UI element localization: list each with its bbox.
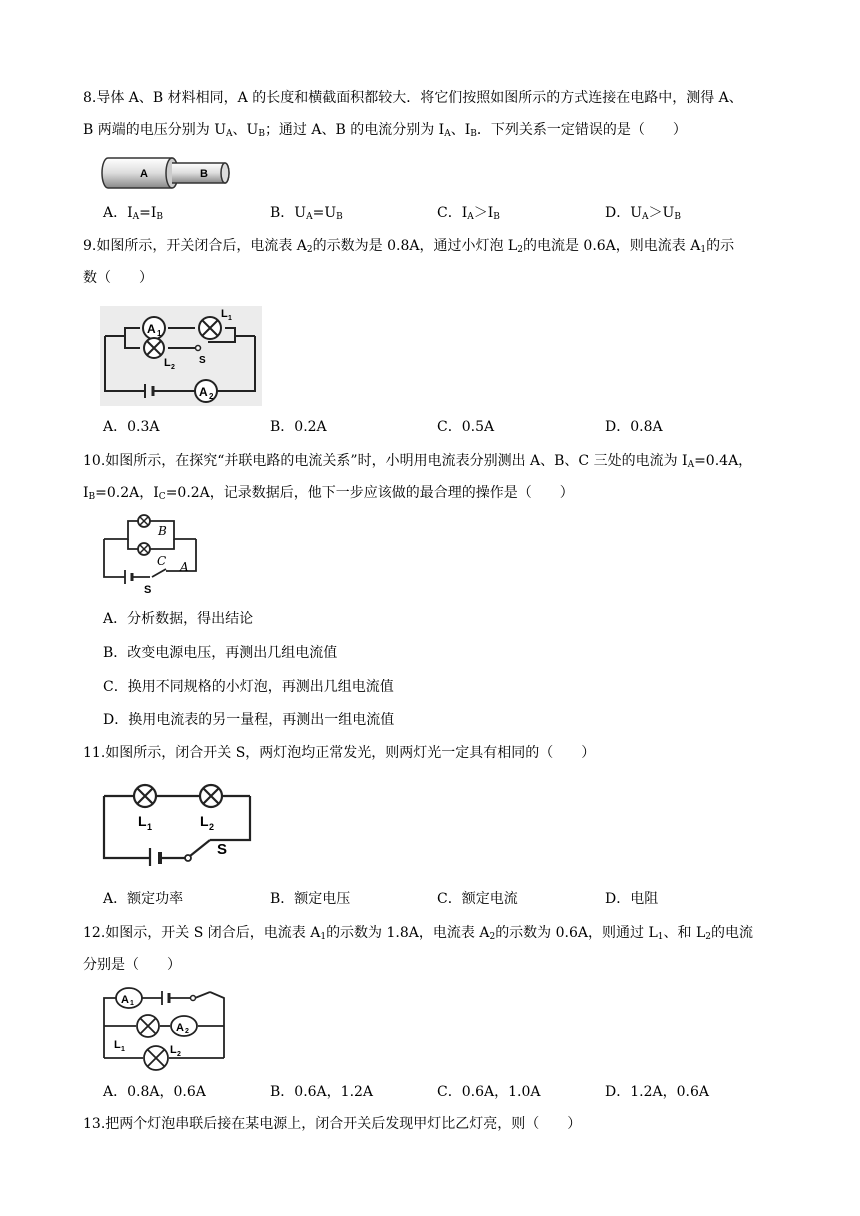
q11-lamp2-label: L [200, 813, 209, 829]
q10-label-c: C [157, 554, 167, 568]
q12-option-c[interactable]: C．0.6A，1.0A [437, 1084, 541, 1100]
q9-stem-line2: 数（ ） [83, 270, 153, 286]
q11-option-a[interactable]: A．额定功率 [103, 891, 184, 907]
q12-stem-line2: 分别是（ ） [83, 957, 181, 973]
q8-sub: A [226, 129, 233, 139]
q11-option-b[interactable]: B．额定电压 [270, 891, 351, 907]
q8-sub: A [444, 129, 451, 139]
q10-stem-line2: $I_B=0.2A$，$I_C=0.2A$，记录数据后，他下一步应该做的最合理的操作是（ ） [83, 485, 574, 502]
q8-stem-line2 [83, 120, 687, 144]
q9-lamp1-sub: 1 [228, 315, 232, 322]
q9-stem-line1: 9.如图所示，开关闭合后，电流表 $A_2$的示数为是 0.8A，通过小灯泡 $L_2$的电流是 0.6A，则电流表 $A_1$的示 [83, 238, 735, 255]
q12-lamp1-label: L [114, 1039, 121, 1051]
q12-option-a[interactable]: A．0.8A，0.6A [103, 1084, 206, 1100]
q9-option-a[interactable]: A．0.3A [103, 419, 160, 435]
q12-option-d[interactable]: D．1.2A，0.6A [605, 1084, 709, 1100]
q8-figure-label-a: A [140, 168, 148, 180]
q11-lamp2-sub: 2 [209, 822, 215, 832]
q8-option-c[interactable]: C．$I_A>I_B$ [437, 205, 500, 222]
q9-lamp2-sub: 2 [171, 364, 175, 371]
q8-text: ；通过 A、B 的电流分别为 I [264, 122, 445, 138]
q8-stem-line1: 8.导体 A、B 材料相同，A 的长度和横截面积都较大．将它们按照如图所示的方式连接在电路中，测得 A、 [83, 90, 743, 106]
q8-sub: B [470, 129, 477, 139]
q8-option-d[interactable]: D．$U_A>U_B$ [605, 205, 681, 222]
q10-option-b[interactable]: B．改变电源电压，再测出几组电流值 [103, 645, 338, 661]
q11-lamp1-sub: 1 [147, 822, 153, 832]
q12-stem-line1: 12.如图示，开关 S 闭合后，电流表 $A_1$的示数为 1.8A，电流表 $A_2$的示数为 0.6A，则通过 $L_1$、和 $L_2$的电流 [83, 925, 753, 942]
q9-switch-label: S [199, 355, 206, 366]
q10-label-a: A [180, 560, 189, 574]
q9-option-c[interactable]: C．0.5A [437, 419, 495, 435]
q10-circuit-figure [100, 513, 202, 597]
q8-figure-label-b: B [200, 168, 208, 180]
q8-option-b[interactable]: B．$U_A=U_B$ [270, 205, 343, 222]
q11-stem-line1: 11.如图所示，闭合开关 S，两灯泡均正常发光，则两灯光一定具有相同的（ ） [83, 745, 596, 761]
q11-switch-label: S [217, 841, 228, 858]
q9-ammeter2-label: A [199, 385, 208, 399]
q12-lamp1-sub: 1 [121, 1046, 125, 1053]
q12-option-b[interactable]: B．0.6A，1.2A [270, 1084, 374, 1100]
q10-stem-line1: 10.如图所示，在探究“并联电路的电流关系”时，小明用电流表分别测出 A、B、C 三处的电流为 $I_A=0.4A$， [83, 453, 753, 470]
q9-lamp1-label: L [221, 308, 228, 320]
q8-text: 、I [450, 122, 471, 138]
q11-option-d[interactable]: D．电阻 [605, 891, 659, 907]
q10-label-b: B [158, 524, 167, 538]
q9-circuit-figure [100, 306, 262, 406]
q10-option-a[interactable]: A．分析数据，得出结论 [103, 611, 254, 627]
q12-ammeter2-label: A [176, 1022, 184, 1034]
q8-text: 、U [232, 122, 259, 138]
q10-option-d[interactable]: D．换用电流表的另一量程，再测出一组电流值 [103, 712, 395, 728]
q11-circuit-figure [100, 778, 256, 866]
q9-lamp2-label: L [164, 357, 171, 369]
q8-sub: B [258, 129, 265, 139]
q12-lamp2-sub: 2 [177, 1051, 181, 1058]
q12-ammeter2-sub: 2 [185, 1028, 189, 1035]
q9-ammeter2-sub: 2 [209, 392, 214, 401]
q11-lamp1-label: L [138, 813, 147, 829]
q11-option-c[interactable]: C．额定电流 [437, 891, 518, 907]
q12-lamp2-label: L [170, 1044, 177, 1056]
q8-text: B 两端的电压分别为 U [83, 122, 226, 138]
q9-ammeter1-label: A [147, 322, 156, 336]
q10-switch-label: S [144, 584, 152, 596]
q8-text: ．下列关系一定错误的是（ ） [476, 122, 687, 138]
q13-stem-line1: 13.把两个灯泡串联后接在某电源上，闭合开关后发现甲灯比乙灯亮，则（ ） [83, 1116, 582, 1132]
q12-ammeter1-label: A [121, 994, 129, 1006]
q8-conductor-figure [100, 156, 235, 190]
q9-option-d[interactable]: D．0.8A [605, 419, 663, 435]
q12-ammeter1-sub: 1 [130, 1000, 134, 1007]
q9-option-b[interactable]: B．0.2A [270, 419, 327, 435]
q10-option-c[interactable]: C．换用不同规格的小灯泡，再测出几组电流值 [103, 679, 394, 695]
q8-option-a[interactable]: A．$I_A=I_B$ [103, 205, 164, 222]
q9-ammeter1-sub: 1 [157, 329, 162, 338]
q12-circuit-figure [100, 986, 230, 1074]
